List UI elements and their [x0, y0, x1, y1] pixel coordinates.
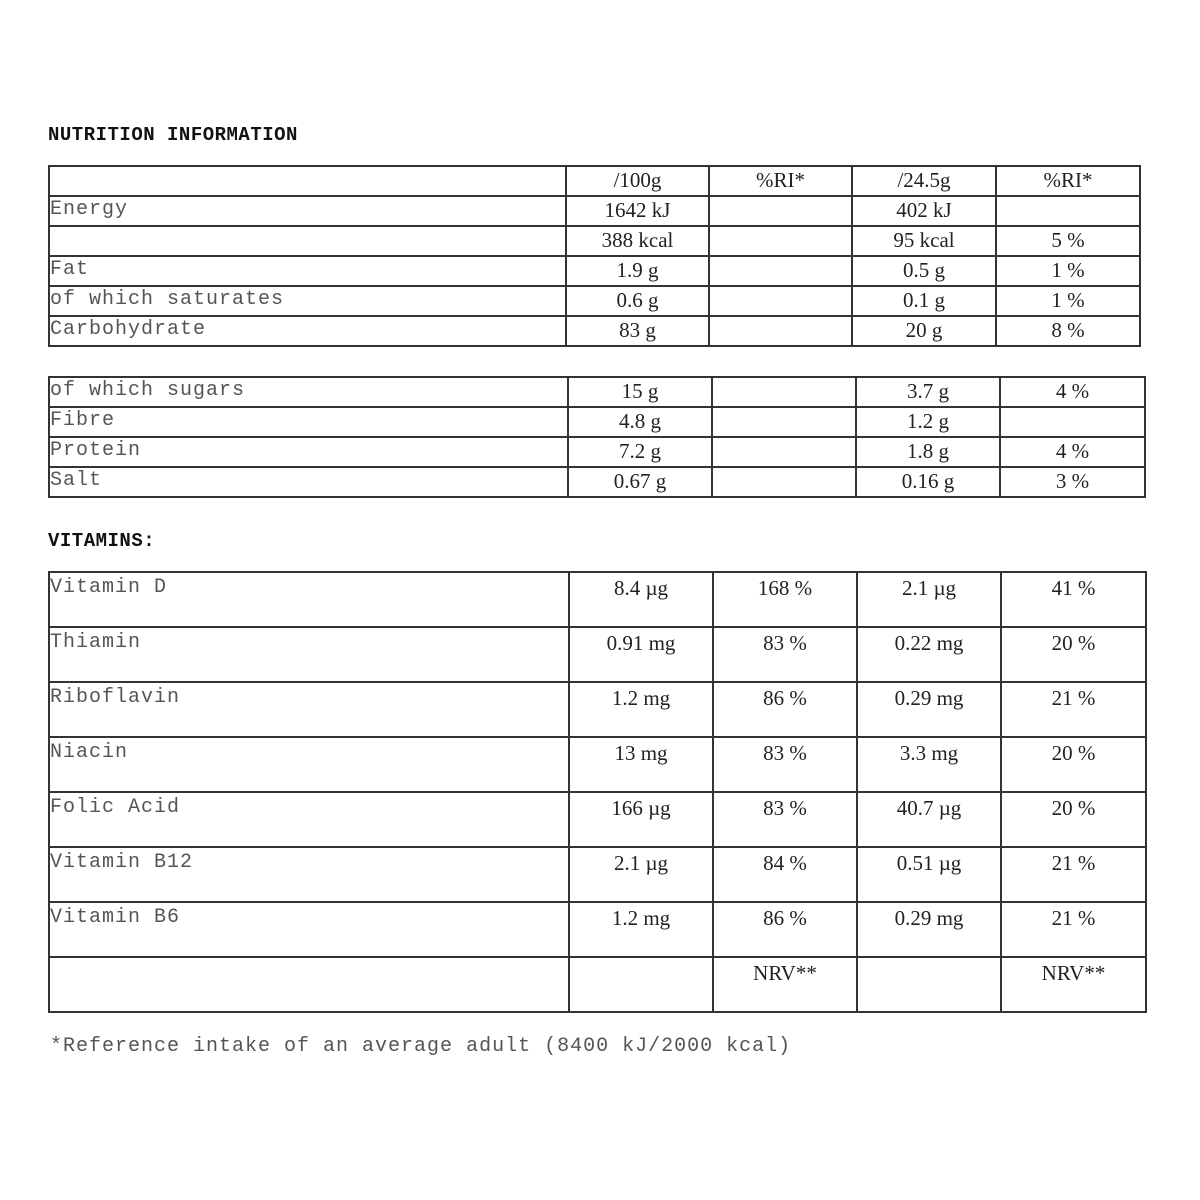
vitamin-name: Vitamin B12 [49, 847, 569, 902]
table-row [49, 627, 1146, 682]
nutrition-table-continued [48, 376, 1146, 498]
perserving-value: 0.16 g [856, 467, 1000, 497]
header-cell-name [49, 166, 566, 196]
riserving-value: 21 % [1001, 902, 1146, 957]
nutrient-name: Protein [49, 437, 568, 467]
per100-value: 13 mg [569, 737, 713, 792]
perserving-value [857, 957, 1001, 1012]
table-row [49, 847, 1146, 902]
perserving-value: 2.1 µg [857, 572, 1001, 627]
per100-value: 0.67 g [568, 467, 712, 497]
per100-value: 1.9 g [566, 256, 709, 286]
per100-value: 83 g [566, 316, 709, 346]
ri100-value: 84 % [713, 847, 857, 902]
per100-value: 2.1 µg [569, 847, 713, 902]
riserving-value: 8 % [996, 316, 1140, 346]
table-row [49, 196, 1140, 226]
ri100-value: 168 % [713, 572, 857, 627]
riserving-value: 20 % [1001, 627, 1146, 682]
ri100-value [712, 467, 856, 497]
per100-value: 388 kcal [566, 226, 709, 256]
vitamins-table [48, 571, 1147, 1013]
ri100-value [709, 256, 852, 286]
reference-intake-footnote: *Reference intake of an average adult (8400 kJ/2000 kcal) [50, 1035, 792, 1058]
nrv-label: NRV** [1001, 957, 1146, 1012]
per100-value: 1642 kJ [566, 196, 709, 226]
header-cell-per100: /100g [566, 166, 709, 196]
perserving-value: 20 g [852, 316, 996, 346]
table-row [49, 737, 1146, 792]
ri100-value [709, 196, 852, 226]
vitamin-name [49, 957, 569, 1012]
ri100-value [712, 407, 856, 437]
riserving-value: 4 % [1000, 437, 1145, 467]
per100-value: 0.6 g [566, 286, 709, 316]
header-cell-riserving: %RI* [996, 166, 1140, 196]
ri100-value: 83 % [713, 792, 857, 847]
per100-value: 1.2 mg [569, 902, 713, 957]
perserving-value: 3.3 mg [857, 737, 1001, 792]
table-row [49, 407, 1145, 437]
vitamin-name: Folic Acid [49, 792, 569, 847]
nutrient-name: of which sugars [49, 377, 568, 407]
riserving-value: 4 % [1000, 377, 1145, 407]
per100-value: 1.2 mg [569, 682, 713, 737]
perserving-value: 0.22 mg [857, 627, 1001, 682]
nrv-label: NRV** [713, 957, 857, 1012]
riserving-value: 21 % [1001, 682, 1146, 737]
per100-value: 15 g [568, 377, 712, 407]
nutrient-name: Fat [49, 256, 566, 286]
riserving-value: 5 % [996, 226, 1140, 256]
riserving-value: 1 % [996, 256, 1140, 286]
riserving-value: 20 % [1001, 737, 1146, 792]
table-row [49, 792, 1146, 847]
vitamin-name: Riboflavin [49, 682, 569, 737]
header-cell-ri100: %RI* [709, 166, 852, 196]
header-cell-perserving: /24.5g [852, 166, 996, 196]
riserving-value [996, 196, 1140, 226]
perserving-value: 0.29 mg [857, 902, 1001, 957]
perserving-value: 0.5 g [852, 256, 996, 286]
nutrient-name [49, 226, 566, 256]
vitamin-name: Vitamin D [49, 572, 569, 627]
per100-value: 4.8 g [568, 407, 712, 437]
table-row [49, 572, 1146, 627]
perserving-value: 95 kcal [852, 226, 996, 256]
ri100-value: 86 % [713, 682, 857, 737]
vitamin-name: Vitamin B6 [49, 902, 569, 957]
per100-value: 0.91 mg [569, 627, 713, 682]
ri100-value [709, 286, 852, 316]
perserving-value: 3.7 g [856, 377, 1000, 407]
riserving-value: 41 % [1001, 572, 1146, 627]
nutrient-name: of which saturates [49, 286, 566, 316]
per100-value: 166 µg [569, 792, 713, 847]
vitamins-heading: VITAMINS: [48, 530, 156, 552]
nutrient-name: Fibre [49, 407, 568, 437]
nutrient-name: Carbohydrate [49, 316, 566, 346]
page-title: NUTRITION INFORMATION [48, 124, 298, 146]
ri100-value [709, 226, 852, 256]
table-row [49, 377, 1145, 407]
vitamin-name: Thiamin [49, 627, 569, 682]
perserving-value: 0.51 µg [857, 847, 1001, 902]
ri100-value [709, 316, 852, 346]
riserving-value [1000, 407, 1145, 437]
table-row [49, 256, 1140, 286]
per100-value [569, 957, 713, 1012]
ri100-value: 83 % [713, 627, 857, 682]
per100-value: 7.2 g [568, 437, 712, 467]
per100-value: 8.4 µg [569, 572, 713, 627]
table-row [49, 316, 1140, 346]
table-row [49, 682, 1146, 737]
riserving-value: 20 % [1001, 792, 1146, 847]
nutrient-name: Energy [49, 196, 566, 226]
perserving-value: 402 kJ [852, 196, 996, 226]
vitamin-name: Niacin [49, 737, 569, 792]
table-row [49, 226, 1140, 256]
riserving-value: 1 % [996, 286, 1140, 316]
table-row [49, 467, 1145, 497]
ri100-value: 86 % [713, 902, 857, 957]
table-row [49, 286, 1140, 316]
perserving-value: 1.2 g [856, 407, 1000, 437]
table-row [49, 437, 1145, 467]
riserving-value: 3 % [1000, 467, 1145, 497]
perserving-value: 1.8 g [856, 437, 1000, 467]
ri100-value [712, 377, 856, 407]
riserving-value: 21 % [1001, 847, 1146, 902]
nrv-footer-row [49, 957, 1146, 1012]
perserving-value: 40.7 µg [857, 792, 1001, 847]
perserving-value: 0.1 g [852, 286, 996, 316]
table-row [49, 902, 1146, 957]
perserving-value: 0.29 mg [857, 682, 1001, 737]
table-header-row [49, 166, 1140, 196]
nutrition-table [48, 165, 1141, 347]
nutrient-name: Salt [49, 467, 568, 497]
ri100-value [712, 437, 856, 467]
ri100-value: 83 % [713, 737, 857, 792]
